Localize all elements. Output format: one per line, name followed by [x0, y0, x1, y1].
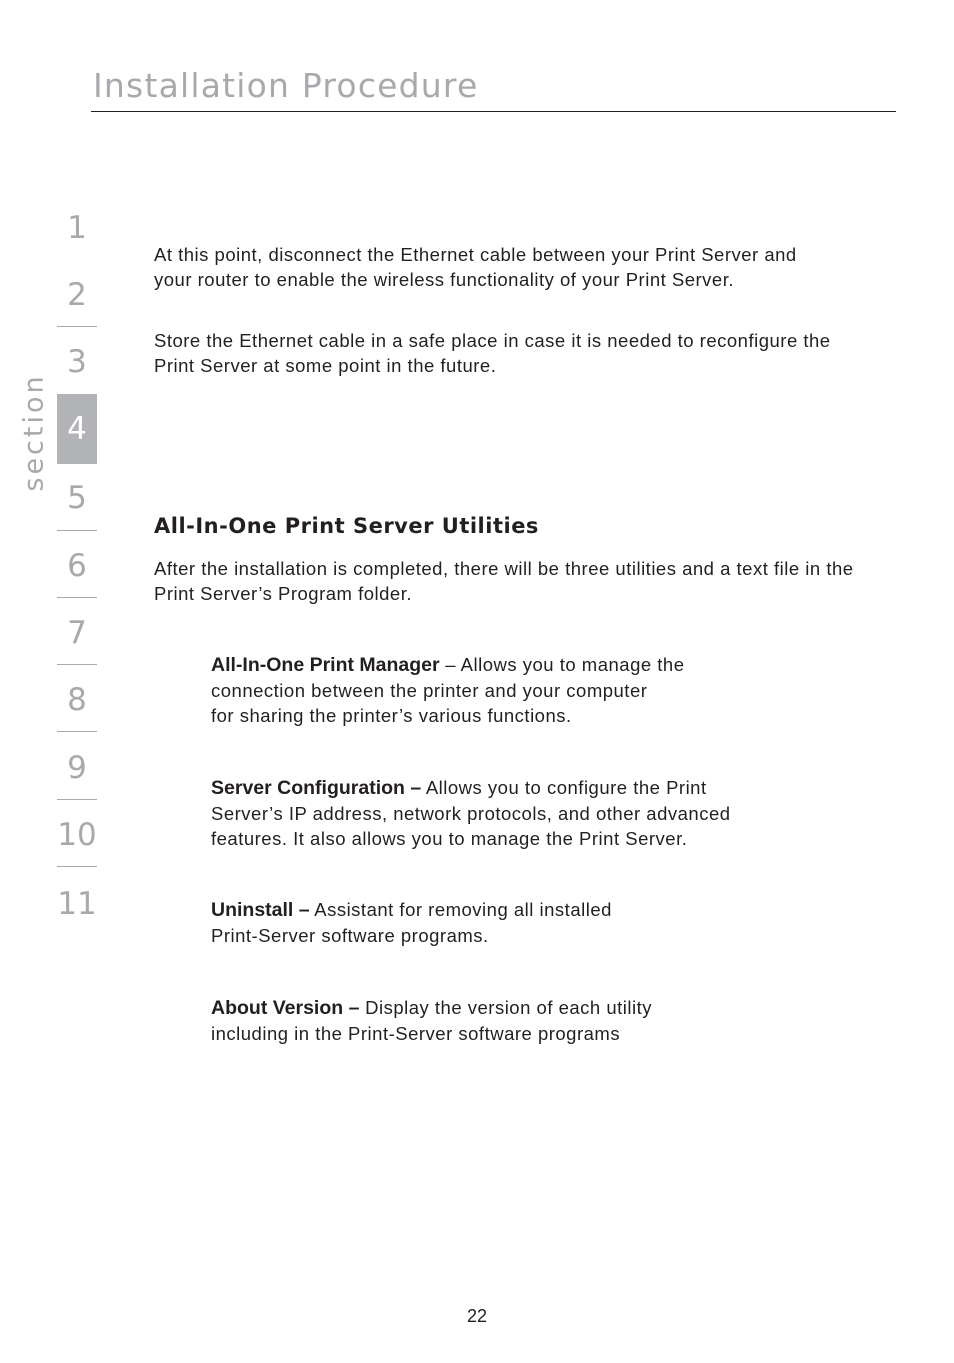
- section-nav-item-11[interactable]: 11: [57, 886, 97, 922]
- section-nav-item-9[interactable]: 9: [67, 750, 87, 786]
- utility-term: All-In-One Print Manager: [211, 654, 440, 676]
- intro-paragraph-1: At this point, disconnect the Ethernet cable between your Print Server and your router to enable the wireless functionality of your Print Server.: [154, 244, 797, 290]
- section-nav-item-2[interactable]: 2: [67, 277, 87, 313]
- header-divider: [91, 111, 896, 112]
- utility-desc: Assistant for removing all installed: [309, 899, 612, 920]
- utilities-intro: After the installation is completed, there will be three utilities and a text file in the Print Server’s Program folder.: [154, 558, 854, 604]
- utility-print-manager: [211, 652, 851, 728]
- utility-desc: Allows you to configure the Print: [421, 777, 707, 798]
- page-header-title: Installation Procedure: [93, 66, 479, 105]
- intro-paragraph-2: Store the Ethernet cable in a safe place in case it is needed to reconfigure the Print Server at some point in the future.: [154, 330, 831, 376]
- utility-term: Uninstall –: [211, 899, 310, 921]
- section-nav-item-7[interactable]: 7: [67, 615, 87, 651]
- section-nav-item-1[interactable]: 1: [67, 210, 87, 246]
- utility-desc: – Allows you to manage the: [439, 654, 685, 675]
- section-nav-item-4-active[interactable]: 4: [57, 394, 97, 464]
- utility-desc: Print-Server software programs.: [211, 925, 489, 946]
- utility-desc: Server’s IP address, network protocols, and other advanced: [211, 803, 731, 824]
- section-nav-divider: [57, 530, 97, 531]
- utility-term: About Version –: [211, 997, 360, 1019]
- section-nav-item-3[interactable]: 3: [67, 344, 87, 380]
- utility-desc: Display the version of each utility: [359, 997, 652, 1018]
- section-nav-item-10[interactable]: 10: [57, 817, 97, 853]
- utility-desc: including in the Print-Server software programs: [211, 1023, 621, 1044]
- section-nav-item-8[interactable]: 8: [67, 682, 87, 718]
- section-nav-divider: [57, 731, 97, 732]
- section-nav-divider: [57, 326, 97, 327]
- utility-desc: connection between the printer and your computer: [211, 680, 648, 701]
- utilities-heading: All-In-One Print Server Utilities: [154, 514, 539, 538]
- section-nav-divider: [57, 866, 97, 867]
- section-label: [9, 370, 59, 494]
- utility-desc: for sharing the printer’s various functions.: [211, 705, 572, 726]
- section-nav-divider: [57, 799, 97, 800]
- utility-desc: features. It also allows you to manage the Print Server.: [211, 828, 688, 849]
- utility-term: Server Configuration –: [211, 777, 422, 799]
- section-nav-item-6[interactable]: 6: [67, 548, 87, 584]
- section-nav-divider: [57, 597, 97, 598]
- section-label-text: section: [18, 372, 50, 492]
- utility-uninstall: [211, 897, 851, 948]
- page-number: 22: [466, 1306, 488, 1326]
- utility-server-configuration: [211, 775, 851, 851]
- utility-about-version: [211, 995, 851, 1046]
- section-nav-divider: [57, 664, 97, 665]
- section-nav-item-5[interactable]: 5: [67, 480, 87, 516]
